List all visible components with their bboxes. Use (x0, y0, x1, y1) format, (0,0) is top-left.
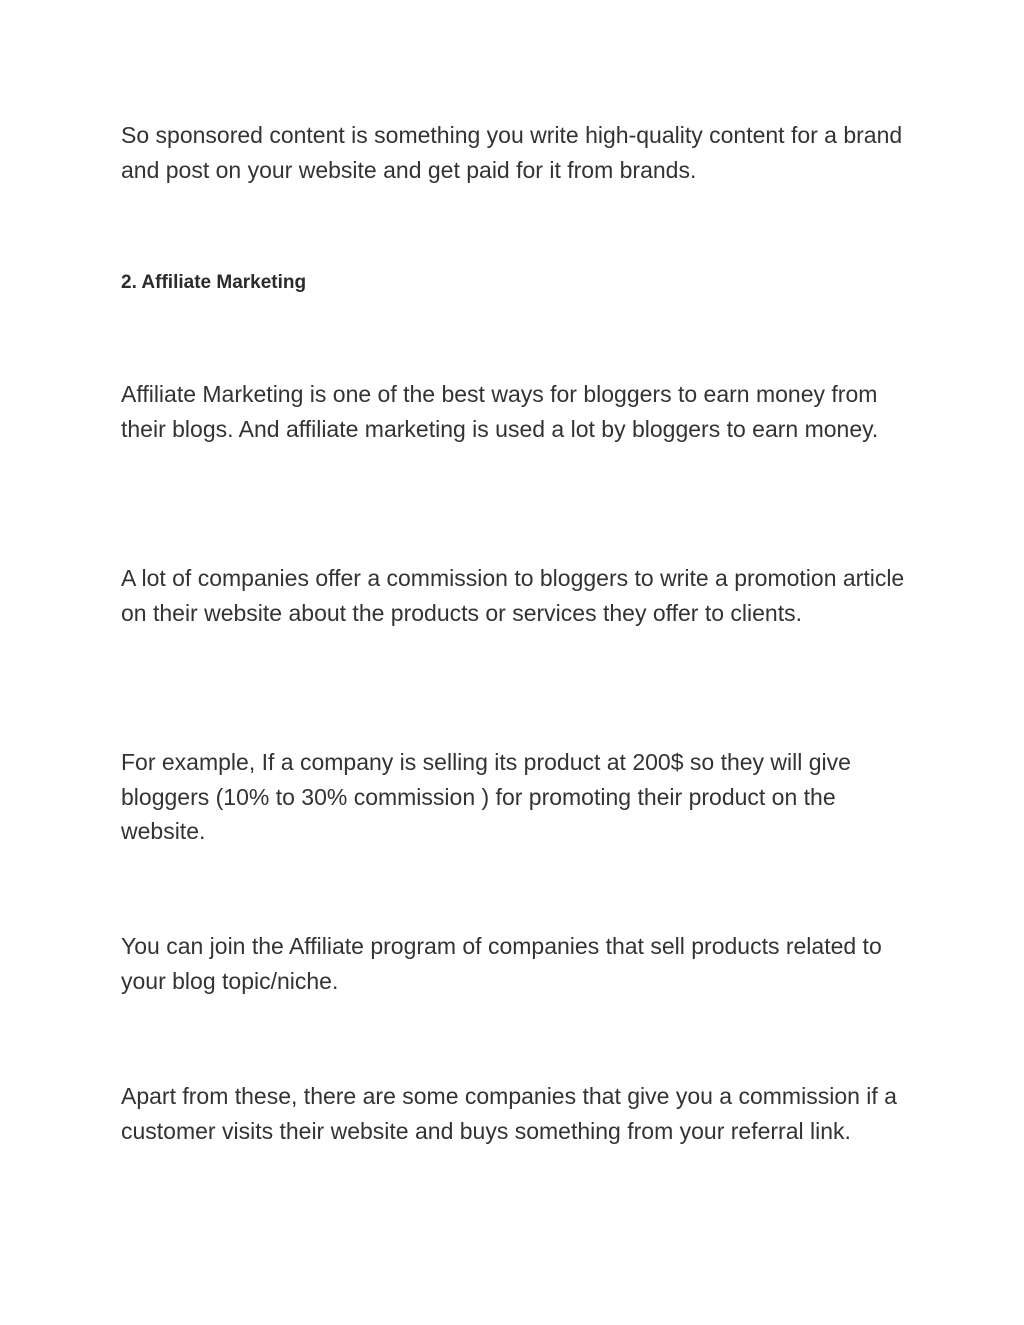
paragraph-commission-example: For example, If a company is selling its product at 200$ so they will give bloggers (10% to 30% commission ) for promoting their product on the website. (121, 749, 851, 845)
paragraph-join-affiliate-program: You can join the Affiliate program of companies that sell products related to your blog topic/niche. (121, 933, 882, 994)
paragraph-affiliate-intro: Affiliate Marketing is one of the best ways for bloggers to earn money from their blogs. And affiliate marketing is used a lot by bloggers to earn money. (121, 381, 879, 442)
section-heading-affiliate-marketing: 2. Affiliate Marketing (121, 272, 307, 293)
paragraph-referral-link: Apart from these, there are some companies that give you a commission if a customer visits their website and buys something from your referral link. (121, 1083, 897, 1144)
paragraph-sponsored-content: So sponsored content is something you write high-quality content for a brand and post on your website and get paid for it from brands. (121, 122, 903, 183)
paragraph-companies-offer-commission: A lot of companies offer a commission to bloggers to write a promotion article on their website about the products or services they offer to clients. (121, 565, 905, 626)
